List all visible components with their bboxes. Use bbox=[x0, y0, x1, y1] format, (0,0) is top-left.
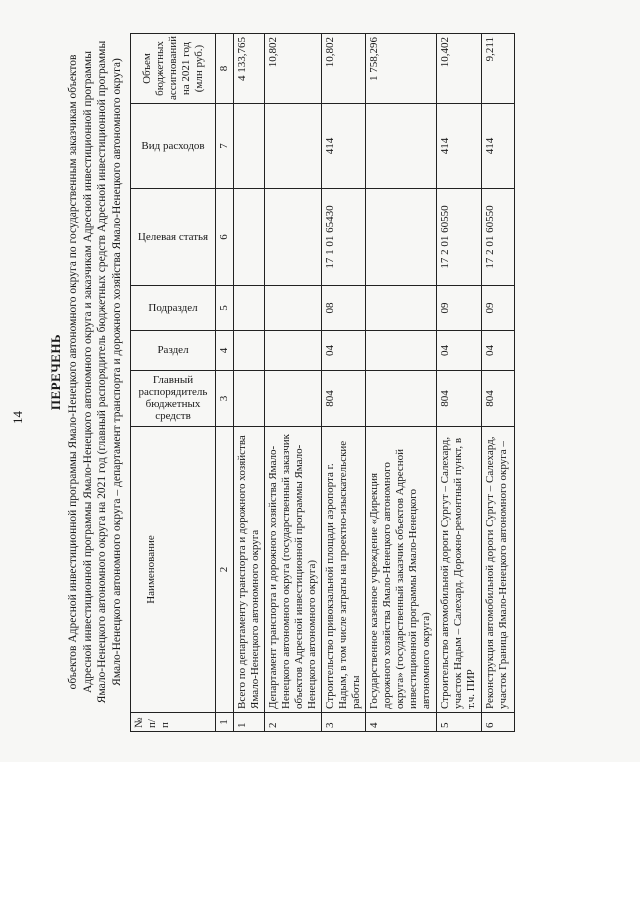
subtitle-line: Адресной инвестиционной программы Ямало-Ненецкого автономного округа и заказчикам Адресной инвестиционной программы bbox=[81, 51, 94, 693]
table-row bbox=[482, 34, 515, 732]
subtitle-line: Ямало-Ненецкого автономного округа – департамент транспорта и дорожного хозяйства Ямало-Ненецкого автономного округа) bbox=[110, 58, 123, 686]
row-vr: 414 bbox=[437, 104, 482, 189]
table-row bbox=[322, 34, 366, 732]
header-vr: Вид расходов bbox=[131, 104, 216, 189]
row-razdel: 04 bbox=[482, 331, 515, 371]
row-name: Строительство автомобильной дороги Сургут – Салехард, участок Надым – Салехард. Дорожно-ремонтный пункт, в т.ч. ПИР bbox=[437, 427, 482, 713]
row-no: 6 bbox=[482, 713, 515, 732]
row-razdel: 04 bbox=[322, 331, 366, 371]
row-no: 3 bbox=[322, 713, 366, 732]
row-cs bbox=[366, 189, 437, 286]
row-cs: 17 2 01 60550 bbox=[482, 189, 515, 286]
col-number: 8 bbox=[216, 34, 234, 104]
page-margin bbox=[0, 762, 640, 905]
row-no: 4 bbox=[366, 713, 437, 732]
row-podrazdel: 09 bbox=[482, 286, 515, 331]
row-cs bbox=[234, 189, 265, 286]
row-vr bbox=[265, 104, 322, 189]
row-podrazdel bbox=[366, 286, 437, 331]
document-subtitle bbox=[66, 22, 124, 722]
table-row bbox=[234, 34, 265, 732]
row-grbs: 804 bbox=[437, 371, 482, 427]
table-header-row bbox=[131, 34, 216, 732]
header-grbs: Главный распорядитель бюджетных средств bbox=[131, 371, 216, 427]
row-vr: 414 bbox=[322, 104, 366, 189]
row-razdel bbox=[234, 331, 265, 371]
row-grbs bbox=[366, 371, 437, 427]
row-podrazdel bbox=[234, 286, 265, 331]
col-number: 3 bbox=[216, 371, 234, 427]
row-vr bbox=[234, 104, 265, 189]
header-cs: Целевая статья bbox=[131, 189, 216, 286]
row-sum: 4 133,765 bbox=[234, 34, 265, 104]
column-number-row bbox=[216, 34, 234, 732]
row-name: Государственное казенное учреждение «Дирекция дорожного хозяйства Ямало-Ненецкого автономного округа» (государственный заказчик объектов Адресной инвестиционной программы Ямало-Ненецкого автономного округа) bbox=[366, 427, 437, 713]
row-sum: 1 758,296 bbox=[366, 34, 437, 104]
row-name: Строительство привокзальной площади аэропорта г. Надым, в том числе затраты на проектно-изыскательские работы bbox=[322, 427, 366, 713]
row-sum: 10,802 bbox=[265, 34, 322, 104]
row-podrazdel: 08 bbox=[322, 286, 366, 331]
row-sum: 10,802 bbox=[322, 34, 366, 104]
page-number: 14 bbox=[10, 411, 25, 424]
budget-table bbox=[130, 33, 515, 732]
row-vr bbox=[366, 104, 437, 189]
row-no: 1 bbox=[234, 713, 265, 732]
row-podrazdel bbox=[265, 286, 322, 331]
row-no: 5 bbox=[437, 713, 482, 732]
header-razdel: Раздел bbox=[131, 331, 216, 371]
row-cs: 17 1 01 65430 bbox=[322, 189, 366, 286]
row-cs: 17 2 01 60550 bbox=[437, 189, 482, 286]
table-row bbox=[265, 34, 322, 732]
row-grbs bbox=[265, 371, 322, 427]
header-no: № п/п bbox=[131, 713, 216, 732]
col-number: 5 bbox=[216, 286, 234, 331]
col-number: 1 bbox=[216, 713, 234, 732]
subtitle-line: объектов Адресной инвестиционной программы Ямало-Ненецкого автономного округа по государственным заказчикам объектов bbox=[67, 54, 79, 690]
subtitle-line: Ямало-Ненецкого автономного округа на 2021 год (главный распорядитель бюджетных средств Адресной инвестиционной программы bbox=[96, 40, 108, 704]
col-number: 2 bbox=[216, 427, 234, 713]
row-razdel bbox=[265, 331, 322, 371]
header-sum: Объем бюджетных ассигнований на 2021 год (млн руб.) bbox=[131, 34, 216, 104]
document-title: ПЕРЕЧЕНЬ bbox=[48, 333, 63, 411]
row-name: Реконструкция автомобильной дороги Сургут – Салехард, участок Граница Ямало-Ненецкого автономного округа – bbox=[482, 427, 515, 713]
col-number: 7 bbox=[216, 104, 234, 189]
row-razdel bbox=[366, 331, 437, 371]
col-number: 6 bbox=[216, 189, 234, 286]
row-name: Всего по департаменту транспорта и дорожного хозяйства Ямало-Ненецкого автономного округа bbox=[234, 427, 265, 713]
header-podrazdel: Подраздел bbox=[131, 286, 216, 331]
table-row bbox=[437, 34, 482, 732]
row-sum: 9,211 bbox=[482, 34, 515, 104]
rotated-document-page bbox=[8, 10, 628, 752]
row-vr: 414 bbox=[482, 104, 515, 189]
row-podrazdel: 09 bbox=[437, 286, 482, 331]
row-grbs bbox=[234, 371, 265, 427]
row-sum: 10,402 bbox=[437, 34, 482, 104]
row-name: Департамент транспорта и дорожного хозяйства Ямало-Ненецкого автономного округа (государственный заказчик объектов Адресной инвестиционной программы Ямало-Ненецкого автономного округа) bbox=[265, 427, 322, 713]
row-grbs: 804 bbox=[482, 371, 515, 427]
row-no: 2 bbox=[265, 713, 322, 732]
col-number: 4 bbox=[216, 331, 234, 371]
header-name: Наименование bbox=[131, 427, 216, 713]
row-cs bbox=[265, 189, 322, 286]
row-razdel: 04 bbox=[437, 331, 482, 371]
table-row bbox=[366, 34, 437, 732]
row-grbs: 804 bbox=[322, 371, 366, 427]
